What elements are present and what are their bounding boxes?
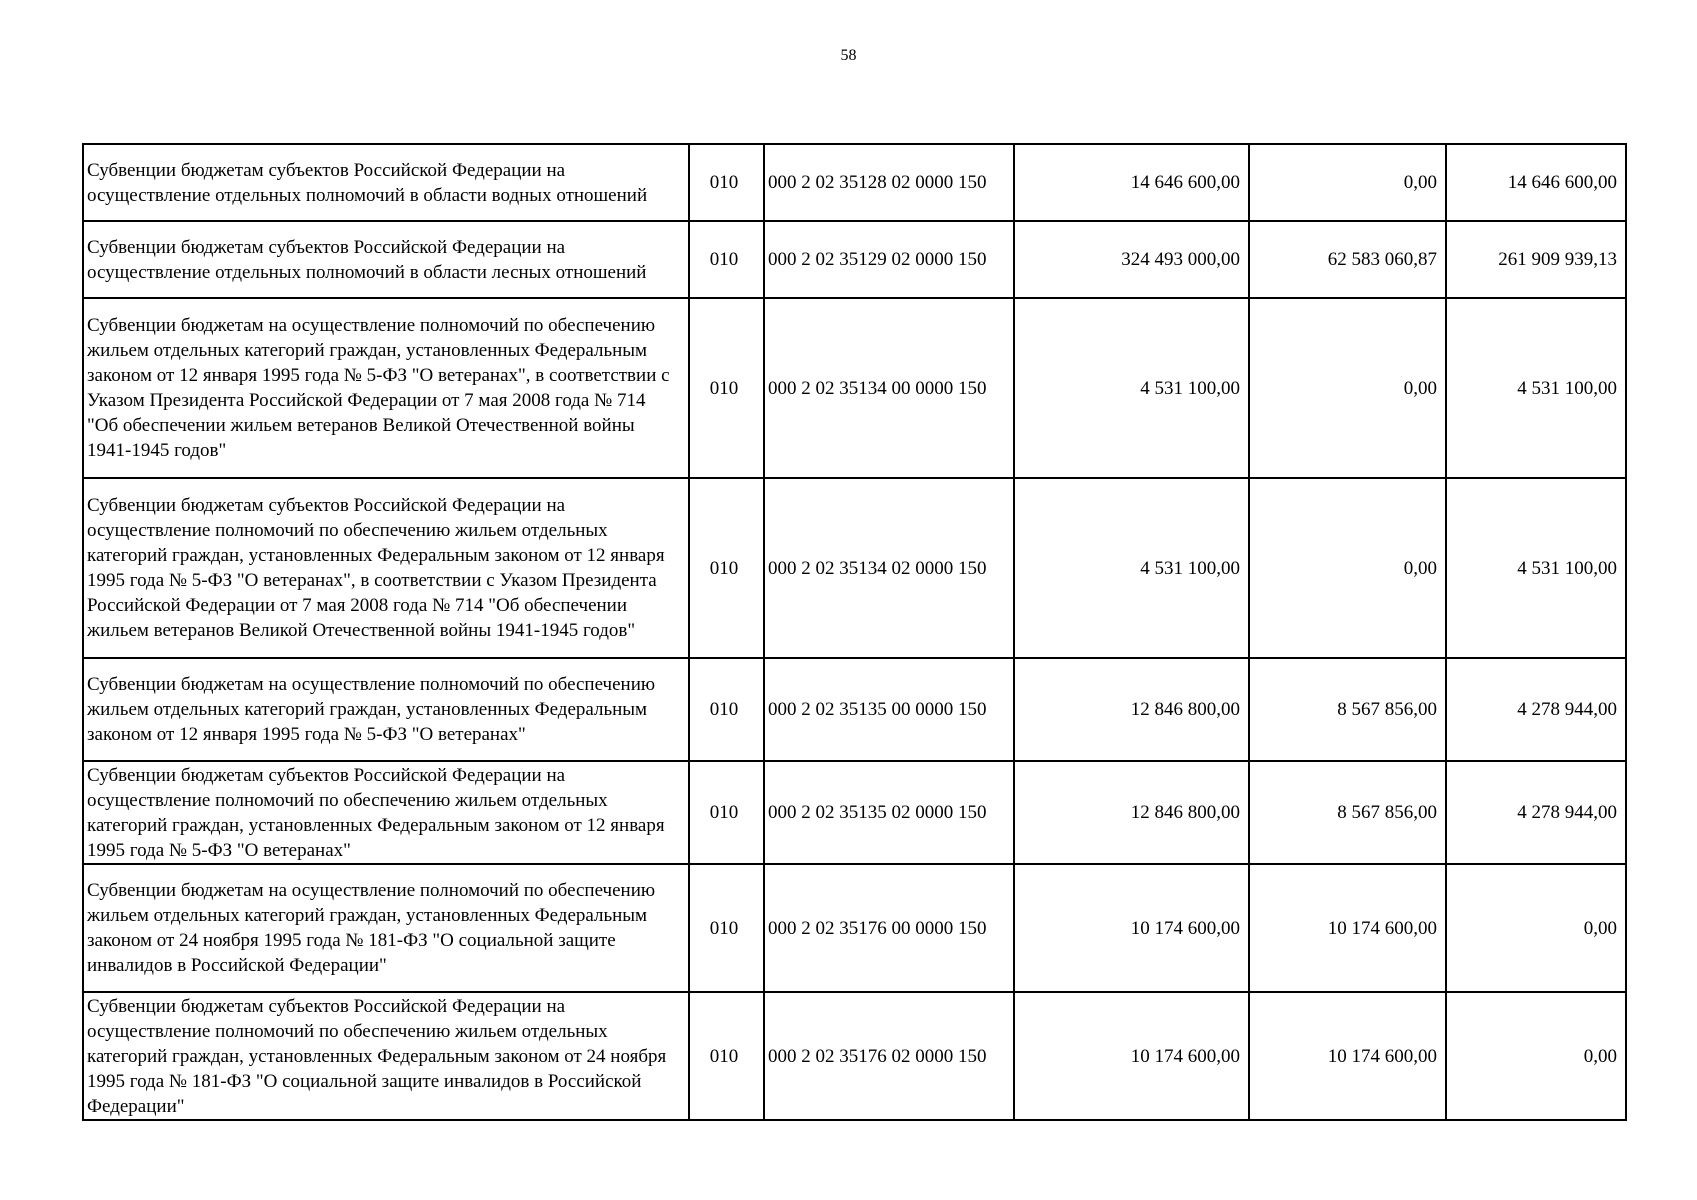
row-description: Субвенции бюджетам на осуществление полномочий по обеспечению жильем отдельных категорий граждан, установленных Федеральным законом от 24 ноября 1995 года № 181-ФЗ "О социальной защите инвалидов в Российской Федерации" [83, 864, 689, 992]
row-admin-code: 010 [689, 761, 764, 864]
row-admin-code: 010 [689, 478, 764, 658]
row-description: Субвенции бюджетам субъектов Российской Федерации на осуществление отдельных полномочий в области лесных отношений [83, 221, 689, 298]
row-executed: 62 583 060,87 [1249, 221, 1446, 298]
row-budget-code: 000 2 02 35176 02 0000 150 [764, 992, 1014, 1120]
row-remaining: 4 278 944,00 [1446, 658, 1626, 761]
row-approved: 14 646 600,00 [1014, 144, 1249, 221]
row-budget-code: 000 2 02 35135 02 0000 150 [764, 761, 1014, 864]
table-row [83, 221, 1626, 298]
row-description: Субвенции бюджетам субъектов Российской Федерации на осуществление отдельных полномочий в области водных отношений [83, 144, 689, 221]
row-approved: 12 846 800,00 [1014, 658, 1249, 761]
page-number: 58 [840, 47, 857, 64]
table-row [83, 144, 1626, 221]
row-budget-code: 000 2 02 35135 00 0000 150 [764, 658, 1014, 761]
row-remaining: 4 531 100,00 [1446, 298, 1626, 478]
row-admin-code: 010 [689, 221, 764, 298]
row-approved: 324 493 000,00 [1014, 221, 1249, 298]
row-remaining: 0,00 [1446, 992, 1626, 1120]
row-remaining: 0,00 [1446, 864, 1626, 992]
row-executed: 0,00 [1249, 478, 1446, 658]
row-executed: 10 174 600,00 [1249, 864, 1446, 992]
row-description: Субвенции бюджетам на осуществление полномочий по обеспечению жильем отдельных категорий граждан, установленных Федеральным законом от 12 января 1995 года № 5-ФЗ "О ветеранах", в соответствии с Указом Президента Российской Федерации от 7 мая 2008 года № 714 "Об обеспечении жильем ветеранов Великой Отечественной войны 1941-1945 годов" [83, 298, 689, 478]
table-row [83, 298, 1626, 478]
row-budget-code: 000 2 02 35176 00 0000 150 [764, 864, 1014, 992]
table-row [83, 478, 1626, 658]
row-admin-code: 010 [689, 144, 764, 221]
row-approved: 10 174 600,00 [1014, 864, 1249, 992]
table-row [83, 864, 1626, 992]
row-remaining: 4 531 100,00 [1446, 478, 1626, 658]
table-row [83, 992, 1626, 1120]
row-executed: 10 174 600,00 [1249, 992, 1446, 1120]
table-row [83, 658, 1626, 761]
row-approved: 4 531 100,00 [1014, 478, 1249, 658]
row-remaining: 4 278 944,00 [1446, 761, 1626, 864]
row-executed: 0,00 [1249, 144, 1446, 221]
row-executed: 0,00 [1249, 298, 1446, 478]
row-admin-code: 010 [689, 864, 764, 992]
row-budget-code: 000 2 02 35134 00 0000 150 [764, 298, 1014, 478]
row-description: Субвенции бюджетам субъектов Российской Федерации на осуществление полномочий по обеспечению жильем отдельных категорий граждан, установленных Федеральным законом от 24 ноября 1995 года № 181-ФЗ "О социальной защите инвалидов в Российской Федерации" [83, 992, 689, 1120]
row-remaining: 261 909 939,13 [1446, 221, 1626, 298]
row-budget-code: 000 2 02 35134 02 0000 150 [764, 478, 1014, 658]
row-budget-code: 000 2 02 35129 02 0000 150 [764, 221, 1014, 298]
row-admin-code: 010 [689, 658, 764, 761]
row-executed: 8 567 856,00 [1249, 761, 1446, 864]
row-admin-code: 010 [689, 992, 764, 1120]
row-approved: 4 531 100,00 [1014, 298, 1249, 478]
row-budget-code: 000 2 02 35128 02 0000 150 [764, 144, 1014, 221]
row-description: Субвенции бюджетам на осуществление полномочий по обеспечению жильем отдельных категорий граждан, установленных Федеральным законом от 12 января 1995 года № 5-ФЗ "О ветеранах" [83, 658, 689, 761]
row-executed: 8 567 856,00 [1249, 658, 1446, 761]
row-admin-code: 010 [689, 298, 764, 478]
budget-table [82, 143, 1627, 1121]
table-row [83, 761, 1626, 864]
row-approved: 12 846 800,00 [1014, 761, 1249, 864]
row-remaining: 14 646 600,00 [1446, 144, 1626, 221]
row-description: Субвенции бюджетам субъектов Российской Федерации на осуществление полномочий по обеспечению жильем отдельных категорий граждан, установленных Федеральным законом от 12 января 1995 года № 5-ФЗ "О ветеранах" [83, 761, 689, 864]
row-description: Субвенции бюджетам субъектов Российской Федерации на осуществление полномочий по обеспечению жильем отдельных категорий граждан, установленных Федеральным законом от 12 января 1995 года № 5-ФЗ "О ветеранах", в соответствии с Указом Президента Российской Федерации от 7 мая 2008 года № 714 "Об обеспечении жильем ветеранов Великой Отечественной войны 1941-1945 годов" [83, 478, 689, 658]
row-approved: 10 174 600,00 [1014, 992, 1249, 1120]
